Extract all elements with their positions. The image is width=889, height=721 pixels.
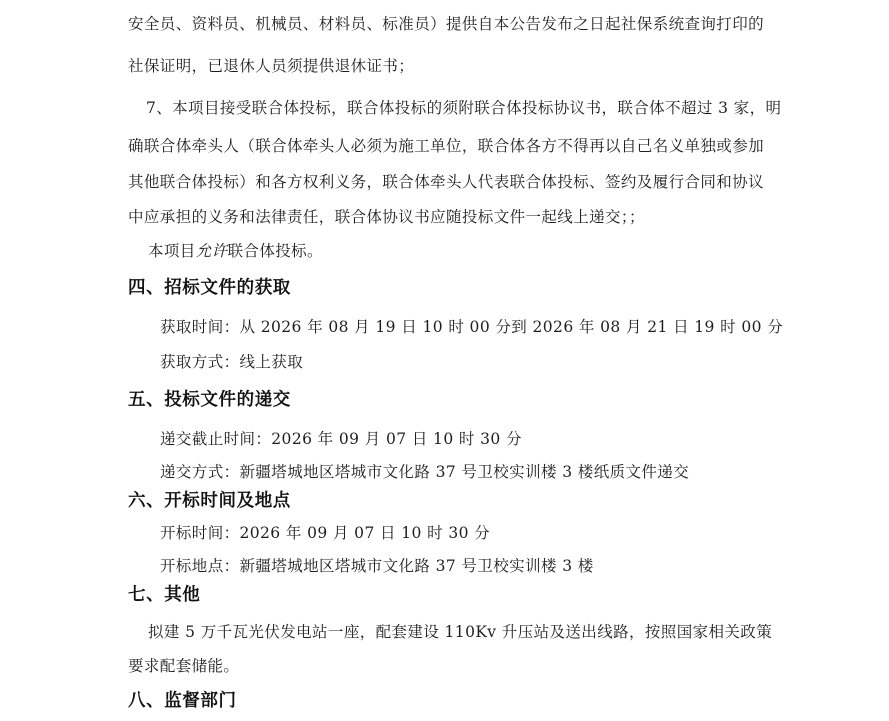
- consortium-line-4: 中应承担的义务和法律责任，联合体协议书应随投标文件一起线上递交；；: [128, 208, 645, 226]
- allowed-word: 允许: [195, 242, 228, 260]
- other-info-line-1: 拟建 5 万千瓦光伏发电站一座，配套建设 110Kv 升压站及送出线路，按照国家相关政策: [148, 623, 773, 641]
- other-info-line-2: 要求配套储能。: [128, 657, 240, 675]
- section-heading-8: 八、监督部门: [128, 691, 237, 711]
- qualification-line-2: 社保证明，已退休人员须提供退休证书；: [128, 57, 415, 75]
- allowed-prefix: 本项目: [148, 242, 196, 260]
- section-heading-7: 七、其他: [128, 585, 201, 605]
- submission-deadline: 递交截止时间：2026 年 09 月 07 日 10 时 30 分: [160, 430, 522, 448]
- consortium-allowed-statement: [148, 241, 323, 261]
- bid-opening-place: 开标地点：新疆塔城地区塔城市文化路 37 号卫校实训楼 3 楼: [160, 557, 594, 575]
- consortium-line-3: 其他联合体投标）和各方权利义务，联合体牵头人代表联合体投标、签约及履行合同和协议: [128, 173, 765, 191]
- section-heading-5: 五、投标文件的递交: [128, 390, 291, 410]
- bid-opening-time: 开标时间：2026 年 09 月 07 日 10 时 30 分: [160, 524, 491, 542]
- submission-method: 递交方式：新疆塔城地区塔城市文化路 37 号卫校实训楼 3 楼纸质文件递交: [160, 463, 690, 481]
- consortium-line-2: 确联合体牵头人（联合体牵头人必须为施工单位，联合体各方不得再以自己名义单独或参加: [128, 137, 765, 155]
- document-acquisition-method: 获取方式：线上获取: [160, 353, 304, 371]
- section-heading-6: 六、开标时间及地点: [128, 491, 291, 511]
- document-acquisition-time: 获取时间：从 2026 年 08 月 19 日 10 时 00 分到 2026 年 08 月 21 日 19 时 00 分: [160, 318, 784, 336]
- consortium-line-1: 7、本项目接受联合体投标，联合体投标的须附联合体投标协议书，联合体不超过 3 家，明: [146, 99, 782, 117]
- allowed-suffix: 联合体投标。: [227, 242, 323, 260]
- qualification-line-1: 安全员、资料员、机械员、材料员、标准员）提供自本公告发布之日起社保系统查询打印的: [128, 15, 765, 33]
- section-heading-4: 四、招标文件的获取: [128, 278, 291, 298]
